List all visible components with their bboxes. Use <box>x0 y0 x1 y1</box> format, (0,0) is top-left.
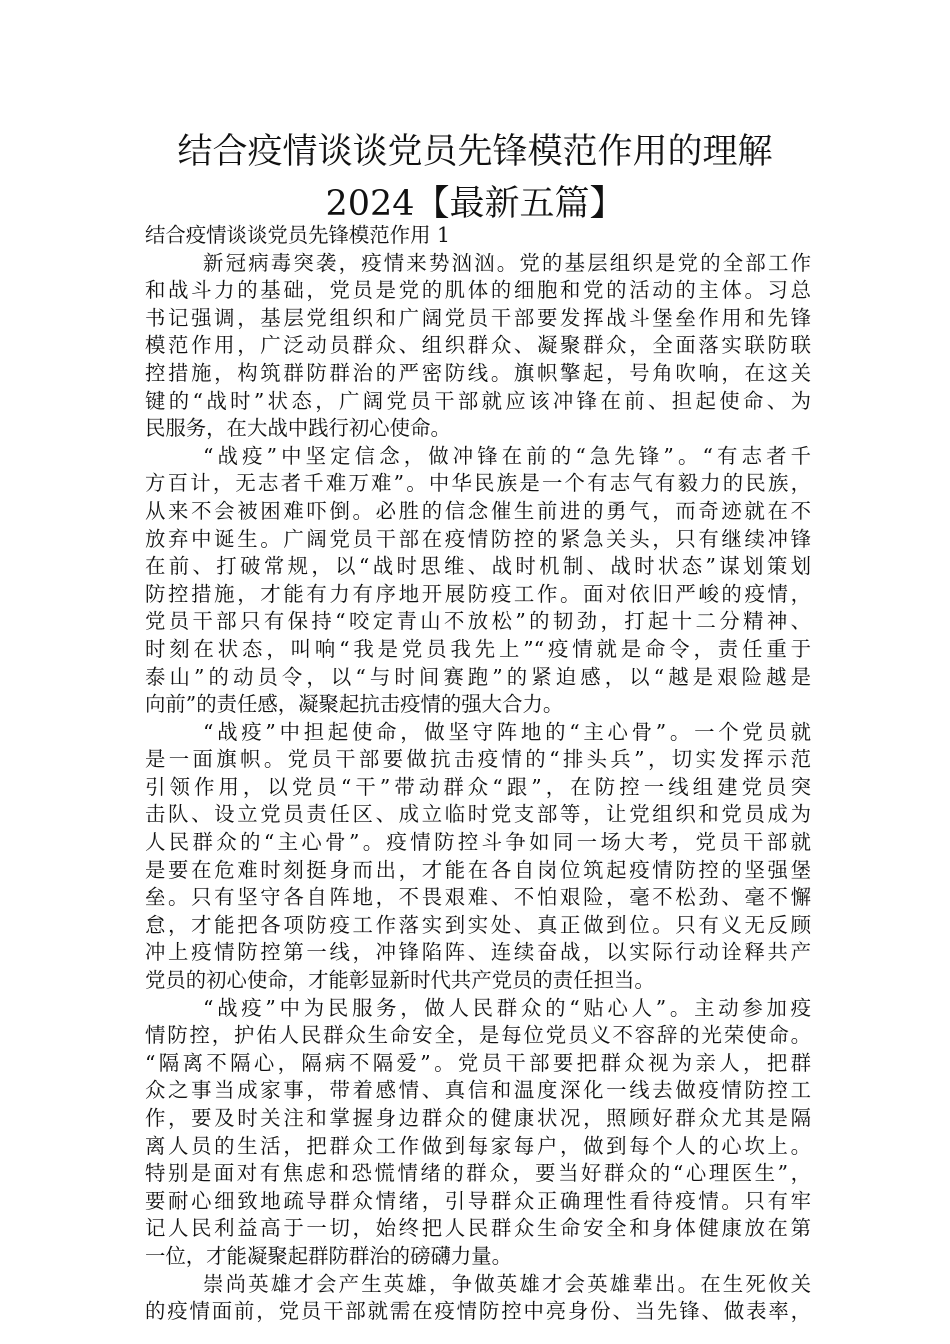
body-text-line: 是一面旗帜。党员干部要做抗击疫情的“排头兵”，切实发挥示范 <box>145 747 811 772</box>
body-text-line: 击队、设立党员责任区、成立临时党支部等，让党组织和党员成为 <box>145 802 811 827</box>
body-text-line: 作，要及时关注和掌握身边群众的健康状况，照顾好群众尤其是隔 <box>145 1106 811 1130</box>
body-text-line: 众之事当成家事，带着感情、真信和温度深化一线去做疫情防控工 <box>145 1078 811 1103</box>
body-text-line: 书记强调，基层党组织和广阔党员干部要发挥战斗堡垒作用和先锋 <box>145 305 811 330</box>
body-text-line: 情防控，护佑人民群众生命安全，是每位党员义不容辞的光荣使命。 <box>145 1023 811 1048</box>
document-title-line2: 2024【最新五篇】 <box>325 184 625 224</box>
body-text-line: 党员干部只有保持“咬定青山不放松”的韧劲，打起十二分精神、 <box>145 609 811 634</box>
body-text-line: “战疫”中坚定信念，做冲锋在前的“急先锋”。“有志者千 <box>203 443 811 468</box>
body-text-line: 模范作用，广泛动员群众、组织群众、凝聚群众，全面落实联防联 <box>145 333 811 358</box>
body-text-line: 党员的初心使命，才能彰显新时代共产党员的责任担当。 <box>145 968 655 993</box>
body-text-line: 人民群众的“主心骨”。疫情防控斗争如同一场大考，党员干部就 <box>145 830 811 855</box>
body-text-line: 泰山”的动员令，以“与时间赛跑”的紧迫感，以“越是艰险越是 <box>145 664 811 689</box>
body-text-line: 民服务，在大战中践行初心使命。 <box>145 416 451 441</box>
body-text-line: “战疫”中担起使命，做坚守阵地的“主心骨”。一个党员就 <box>203 719 811 744</box>
body-text-line: “隔离不隔心，隔病不隔爱”。党员干部要把群众视为亲人，把群 <box>145 1050 811 1075</box>
body-text-line: 向前”的责任感，凝聚起抗击疫情的强大合力。 <box>145 692 564 717</box>
body-text-line: 放弃中诞生。广阔党员干部在疫情防控的紧急关头，只有继续冲锋 <box>145 526 811 551</box>
body-text-line: 垒。只有坚守各自阵地，不畏艰难、不怕艰险，毫不松劲、毫不懈 <box>145 885 811 910</box>
body-text-line: 从来不会被困难吓倒。必胜的信念催生前进的勇气，而奇迹就在不 <box>145 498 811 523</box>
section-heading: 结合疫情谈谈党员先锋模范作用 1 <box>145 223 450 247</box>
body-text-line: 的疫情面前，党员干部就需在疫情防控中亮身份、当先锋、做表率， <box>145 1299 811 1324</box>
body-text-line: 离人员的生活，把群众工作做到每家每户，做到每个人的心坎上。 <box>145 1133 811 1158</box>
body-text-line: 怠，才能把各项防疫工作落实到实处、真正做到位。只有义无反顾 <box>145 912 811 937</box>
body-text-line: 要耐心细致地疏导群众情绪，引导群众正确理性看待疫情。只有牢 <box>145 1188 811 1213</box>
document-title-line1: 结合疫情谈谈党员先锋模范作用的理解 <box>177 132 773 172</box>
body-text-line: 一位，才能凝聚起群防群治的磅礴力量。 <box>145 1243 513 1268</box>
body-text-line: “战疫”中为民服务，做人民群众的“贴心人”。主动参加疫 <box>203 995 811 1020</box>
body-text-line: 和战斗力的基础，党员是党的肌体的细胞和党的活动的主体。习总 <box>145 278 811 303</box>
body-text-line: 引领作用，以党员“干”带动群众“跟”，在防控一线组建党员突 <box>145 774 811 799</box>
body-text-line: 方百计，无志者千难万难”。中华民族是一个有志气有毅力的民族， <box>145 471 811 496</box>
body-text-line: 记人民利益高于一切，始终把人民群众生命安全和身体健康放在第 <box>145 1216 811 1241</box>
body-text-line: 时刻在状态，叫响“我是党员我先上”“疫情就是命令，责任重于 <box>145 636 811 661</box>
body-text-line: 冲上疫情防控第一线，冲锋陷阵、连续奋战，以实际行动诠释共产 <box>145 940 811 965</box>
body-text-line: 特别是面对有焦虑和恐慌情绪的群众，要当好群众的“心理医生”， <box>145 1161 811 1186</box>
document-body <box>145 222 811 1326</box>
body-text-line: 新冠病毒突袭，疫情来势汹汹。党的基层组织是党的全部工作 <box>203 250 811 275</box>
body-text-line: 键的“战时”状态，广阔党员干部就应该冲锋在前、担起使命、为 <box>145 388 811 413</box>
body-text-line: 崇尚英雄才会产生英雄，争做英雄才会英雄辈出。在生死攸关 <box>203 1271 811 1296</box>
body-text-line: 是要在危难时刻挺身而出，才能在各自岗位筑起疫情防控的坚强堡 <box>145 857 811 882</box>
body-text-line: 防控措施，才能有力有序地开展防疫工作。面对依旧严峻的疫情， <box>145 581 811 606</box>
body-text-line: 在前、打破常规，以“战时思维、战时机制、战时状态”谋划策划 <box>145 554 811 579</box>
body-text-line: 控措施，构筑群防群治的严密防线。旗帜擎起，号角吹响，在这关 <box>145 360 811 385</box>
